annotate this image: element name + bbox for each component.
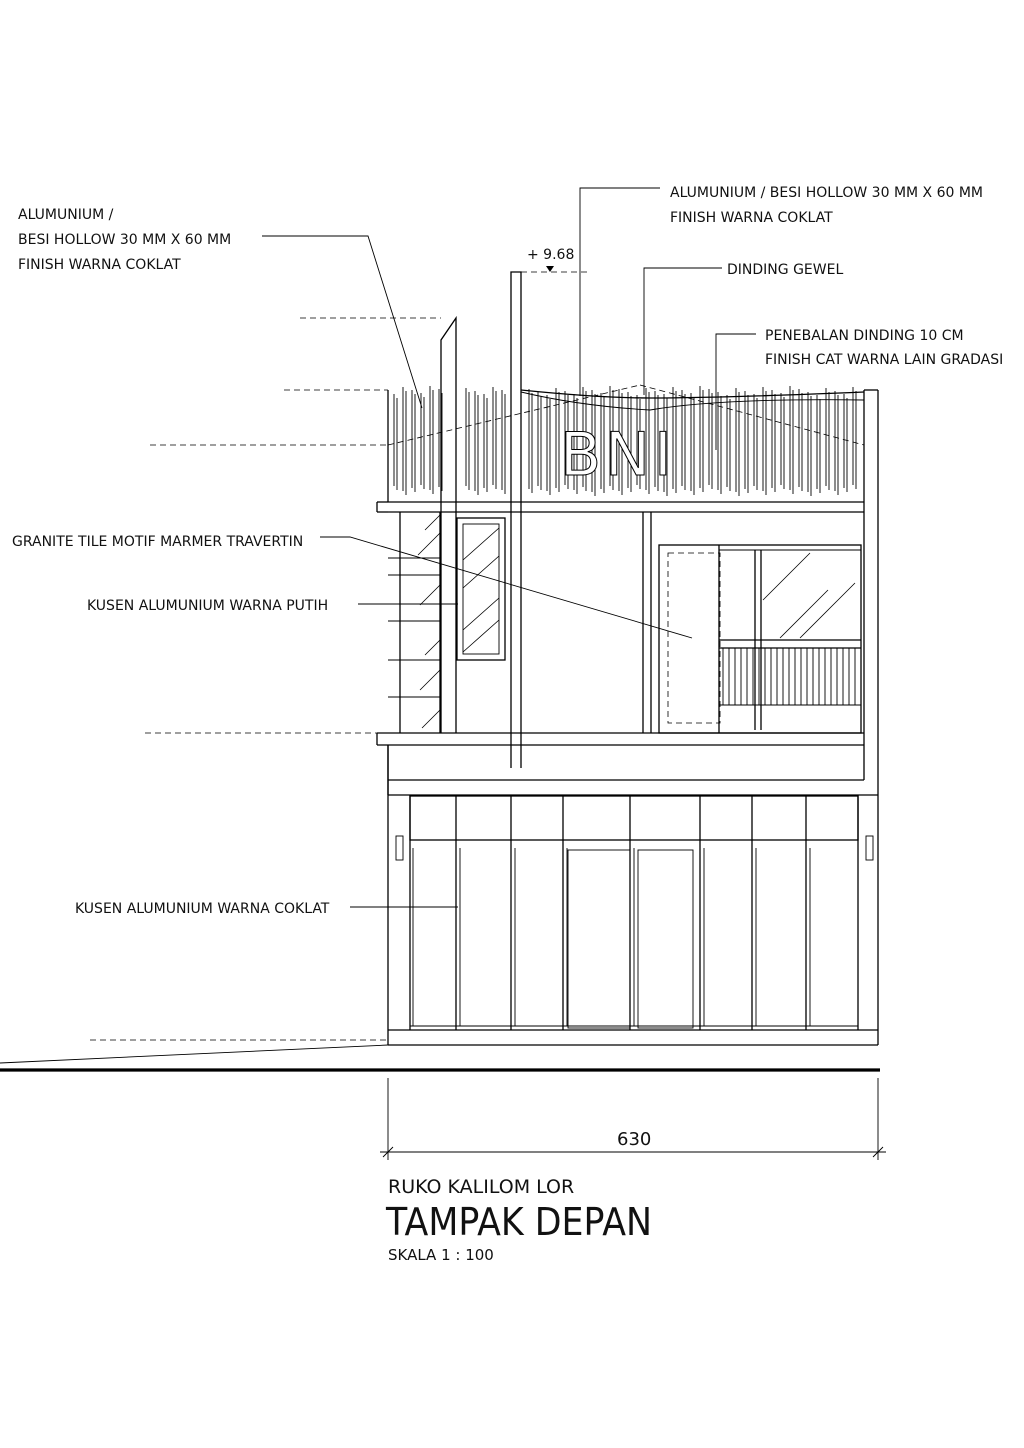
note-level: + 9.68 [527, 247, 575, 263]
bni-signage: BNI [560, 420, 676, 490]
upper-right-opening [659, 545, 861, 733]
leader-lines [262, 188, 756, 907]
project-name: RUKO KALILOM LOR [388, 1176, 575, 1198]
note-granite: GRANITE TILE MOTIF MARMER TRAVERTIN [12, 534, 304, 550]
width-dimension [380, 1078, 886, 1160]
granite-strip-left [388, 512, 440, 733]
note-kusen-coklat: KUSEN ALUMUNIUM WARNA COKLAT [75, 901, 330, 917]
note-dinding-gewel: DINDING GEWEL [727, 262, 844, 278]
note-kusen-putih: KUSEN ALUMUNIUM WARNA PUTIH [87, 598, 329, 614]
note-penebalan-1: PENEBALAN DINDING 10 CM [765, 328, 964, 344]
note-alu-left-3: FINISH WARNA COKLAT [18, 257, 181, 273]
note-alu-left-2: BESI HOLLOW 30 MM X 60 MM [18, 232, 232, 248]
title-block [385, 1176, 652, 1264]
note-alu-left-1: ALUMUNIUM / [18, 207, 114, 223]
drawing-scale: SKALA 1 : 100 [388, 1246, 494, 1264]
note-penebalan-2: FINISH CAT WARNA LAIN GRADASI [765, 352, 1004, 368]
drawing-title: TAMPAK DEPAN [385, 1200, 652, 1244]
hollow-columns [441, 272, 521, 768]
narrow-window [457, 518, 505, 660]
storefront [410, 796, 858, 1030]
note-alu-right-1: ALUMUNIUM / BESI HOLLOW 30 MM X 60 MM [670, 185, 984, 201]
annotations [12, 185, 1003, 917]
note-alu-right-2: FINISH WARNA COKLAT [670, 210, 833, 226]
dimension-value: 630 [617, 1129, 652, 1150]
